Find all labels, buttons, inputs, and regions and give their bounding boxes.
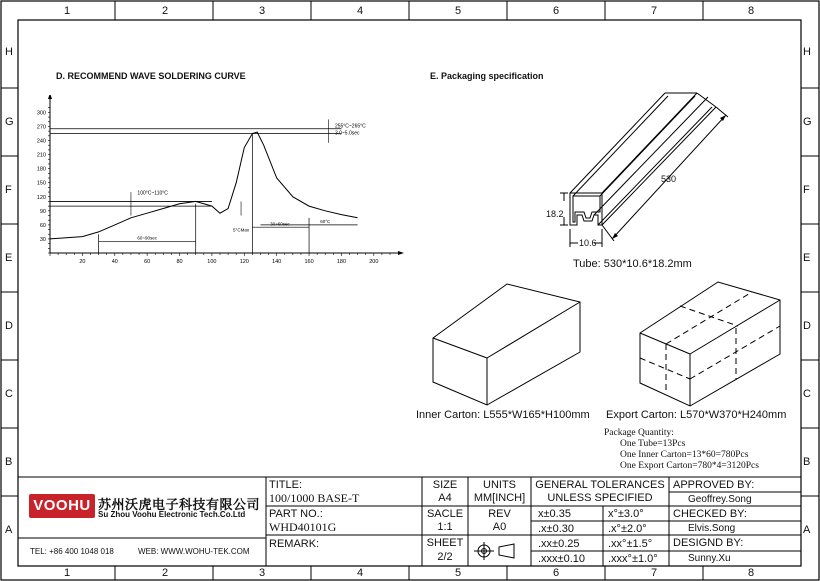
tolerance-title: GENERAL TOLERANCES [535,479,665,491]
title-label: TITLE: [269,479,303,491]
annotation-cool-temp: 60°C [320,219,331,224]
package-quantity-line: One Export Carton=780*4=3120Pcs [620,461,759,471]
grid-row-h-right: H [803,46,811,58]
tolerance-value: x±0.35 [538,508,571,520]
grid-row-g: G [5,116,14,128]
x-tick-label: 20 [79,259,86,265]
grid-col-4-bottom: 4 [356,567,364,579]
tolerance-value: .xxx°±1.0° [608,553,658,565]
title-value: 100/1000 BASE-T [269,491,360,505]
x-tick-label: 60 [144,259,151,265]
rev-value: A0 [492,521,507,533]
grid-row-a-right: A [803,524,811,536]
grid-row-e: E [5,252,13,264]
grid-row-h: H [5,46,13,58]
y-tick-label: 240 [36,138,46,145]
grid-row-c: C [5,388,13,400]
grid-row-f-right: F [803,184,810,196]
grid-row-d: D [5,320,13,332]
x-tick-label: 160 [304,259,314,265]
y-tick-label: 210 [36,152,46,159]
tolerance-value: .xx°±1.5° [608,538,653,550]
y-tick-label: 120 [36,194,46,201]
grid-col-3: 3 [258,5,266,17]
grid-row-c-right: C [803,388,811,400]
tube-caption: Tube: 530*10.6*18.2mm [573,258,692,270]
units-value: MM[INCH] [473,492,526,504]
annotation-preheat-time: 60~90sec [137,235,157,241]
company-tel: TEL: +86 400 1048 018 [30,547,114,556]
grid-col-4: 4 [356,5,364,17]
tube-length-dim: 530 [661,174,677,184]
package-quantity-line: One Tube=13Pcs [620,439,686,449]
remark-label: REMARK: [269,538,320,550]
y-tick-label: 90 [39,208,46,215]
grid-col-1-bottom: 1 [63,567,71,579]
x-tick-label: 200 [369,259,379,265]
checked-label: CHECKED BY: [673,508,747,520]
company-name-cn: 苏州沃虎电子科技有限公司 [98,497,261,512]
package-quantity-line: One Inner Carton=13*60=780Pcs [620,450,749,460]
size-value: A4 [438,492,452,504]
y-tick-label: 270 [36,124,46,131]
y-tick-label: 180 [36,166,46,173]
tolerance-value: .x°±2.0° [608,523,647,535]
grid-row-d-right: D [803,320,811,332]
grid-col-2-bottom: 2 [161,567,169,579]
annotation-drop: 5°CMax [233,227,250,233]
tolerance-subtitle: UNLESS SPECIFIED [547,492,653,504]
grid-col-6-bottom: 6 [552,567,560,579]
y-tick-label: 300 [36,110,46,117]
company-name-en: Su Zhou Voohu Electronic Tech.Co.Ltd [98,510,246,519]
sheet-value: 2/2 [437,551,453,563]
grid-col-1: 1 [63,5,71,17]
grid-col-5: 5 [454,5,462,17]
annotation-peak-time: 3.0~5.0sec [334,130,360,137]
soldering-section-title: D. RECOMMEND WAVE SOLDERING CURVE [56,71,246,81]
y-tick-label: 60 [39,222,46,229]
tolerance-value: .xx±0.25 [538,538,580,550]
tube-width-dim: 10.6 [579,238,597,248]
part-no-label: PART NO.: [269,508,323,520]
designed-label: DESIGND BY: [673,537,744,549]
y-tick-label: 150 [36,180,46,187]
grid-row-a: A [5,524,13,536]
checked-value: Elvis.Song [688,523,736,534]
grid-col-8: 8 [747,5,755,17]
units-label: UNITS [483,479,516,491]
grid-col-3-bottom: 3 [258,567,266,579]
annotation-cool-time: 30~60sec [270,221,290,227]
grid-col-5-bottom: 5 [454,567,462,579]
grid-col-6: 6 [552,5,560,17]
tolerance-value: x°±3.0° [608,508,644,520]
annotation-peak-range: 255°C~265°C [334,123,366,130]
x-tick-label: 120 [239,259,249,265]
y-tick-label: 30 [39,236,46,243]
x-tick-label: 180 [336,259,347,265]
grid-row-e-right: E [803,252,811,264]
x-tick-label: 40 [111,259,118,265]
grid-col-7-bottom: 7 [650,567,658,579]
grid-row-b: B [5,456,13,468]
grid-row-b-right: B [803,456,811,468]
export-carton-caption: Export Carton: L570*W370*H240mm [606,409,787,421]
approved-value: Geoffrey.Song [688,494,752,505]
approved-label: APPROVED BY: [673,479,755,491]
company-logo: VOOHU [29,494,95,518]
tolerance-value: .x±0.30 [538,523,575,535]
sheet-label: SHEET [426,537,464,549]
package-quantity-title: Package Quantity: [604,428,674,438]
annotation-preheat-range: 100°C~110°C [137,190,168,197]
x-tick-label: 80 [176,259,183,265]
inner-carton-caption: Inner Carton: L555*W165*H100mm [416,409,590,421]
x-tick-label: 100 [207,259,217,265]
x-tick-label: 140 [272,259,282,265]
grid-row-f: F [5,184,12,196]
scale-label: SACLE [426,508,464,520]
part-no-value: WHD40101G [269,520,337,534]
grid-col-2: 2 [161,5,169,17]
rev-label: REV [488,508,511,520]
designed-value: Sunny.Xu [688,553,731,564]
scale-value: 1:1 [437,521,453,533]
grid-row-g-right: G [803,116,812,128]
packaging-section-title: E. Packaging specification [430,71,544,81]
tube-height-dim: 18.2 [546,209,564,219]
company-web: WEB: WWW.WOHU-TEK.COM [138,547,250,556]
grid-col-7: 7 [650,5,658,17]
size-label: SIZE [432,479,458,491]
tolerance-value: .xxx±0.10 [538,553,586,565]
grid-col-8-bottom: 8 [747,567,755,579]
